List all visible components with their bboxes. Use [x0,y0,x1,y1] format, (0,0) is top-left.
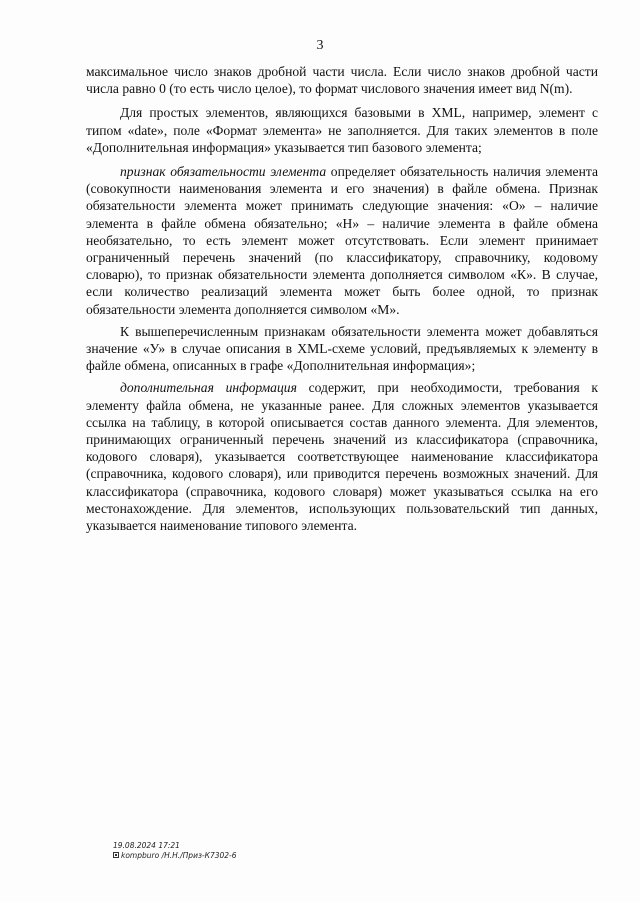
paragraph-3-text: определяет обязательность наличия элемента (совокупности наименования элемента и его значения) в файле обмена. Признак обязательности элемента может принимать следующие значения: «О» – наличие элемента в файле обмена обязательно; «Н» – наличие элемента в файле обмена необязательно, то есть элемент может отсутствовать. Если элемент принимает ограниченный перечень значений (по классификатору, справочнику, кодовому словарю), то признак обязательности элемента дополняется символом «К». В случае, если количество реализаций элемента может быть более одной, то признак обязательности элемента дополняется символом «М». [86,164,598,317]
page-number: 3 [316,38,324,53]
footer-reference-line [113,851,237,861]
paragraph-1: максимальное число знаков дробной части числа. Если число знаков дробной части числа равно 0 (то есть число целое), то формат числового значения имеет вид N(m). [86,64,598,97]
footer-reference: kompburo /Н.Н./Приз-К7302-6 [121,850,237,860]
document-body [86,63,598,541]
paragraph-5-text: содержит, при необходимости, требования к элементу файла обмена, не указанные ранее. Для сложных элементов указывается ссылка на таблицу, в которой описывается состав данного элемента. Для элементов, принимающих ограниченный перечень значений из классификатора (справочника, кодового словаря), указывается соответствующее наименование классификатора (справочника, кодового словаря), или приводится перечень возможных значений. Для классификатора (справочника, кодового словаря) может указываться ссылка на его местонахождение. Для элементов, использующих пользовательский тип данных, указывается наименование типового элемента. [86,380,599,534]
paragraph-3 [86,163,598,318]
term-additional-info: дополнительная информация [120,380,297,396]
paragraph-4: К вышеперечисленным признакам обязательности элемента может добавляться значение «У» в случае описания в XML-схеме условий, предъявляемых к элементу в файле обмена, описанных в графе «Дополнительная информация»; [86,323,598,374]
term-mandatory-flag: признак обязательности элемента [120,164,327,180]
paragraph-2: Для простых элементов, являющихся базовыми в XML, например, элемент с типом «date», поле «Формат элемента» не заполняется. Для таких элементов в поле «Дополнительная информация» указывается тип базового элемента; [86,105,598,155]
footer-timestamp: 19.08.2024 17:21 [113,841,180,850]
document-footer [113,841,237,860]
paragraph-5 [86,379,598,534]
document-stamp-icon [113,852,119,858]
